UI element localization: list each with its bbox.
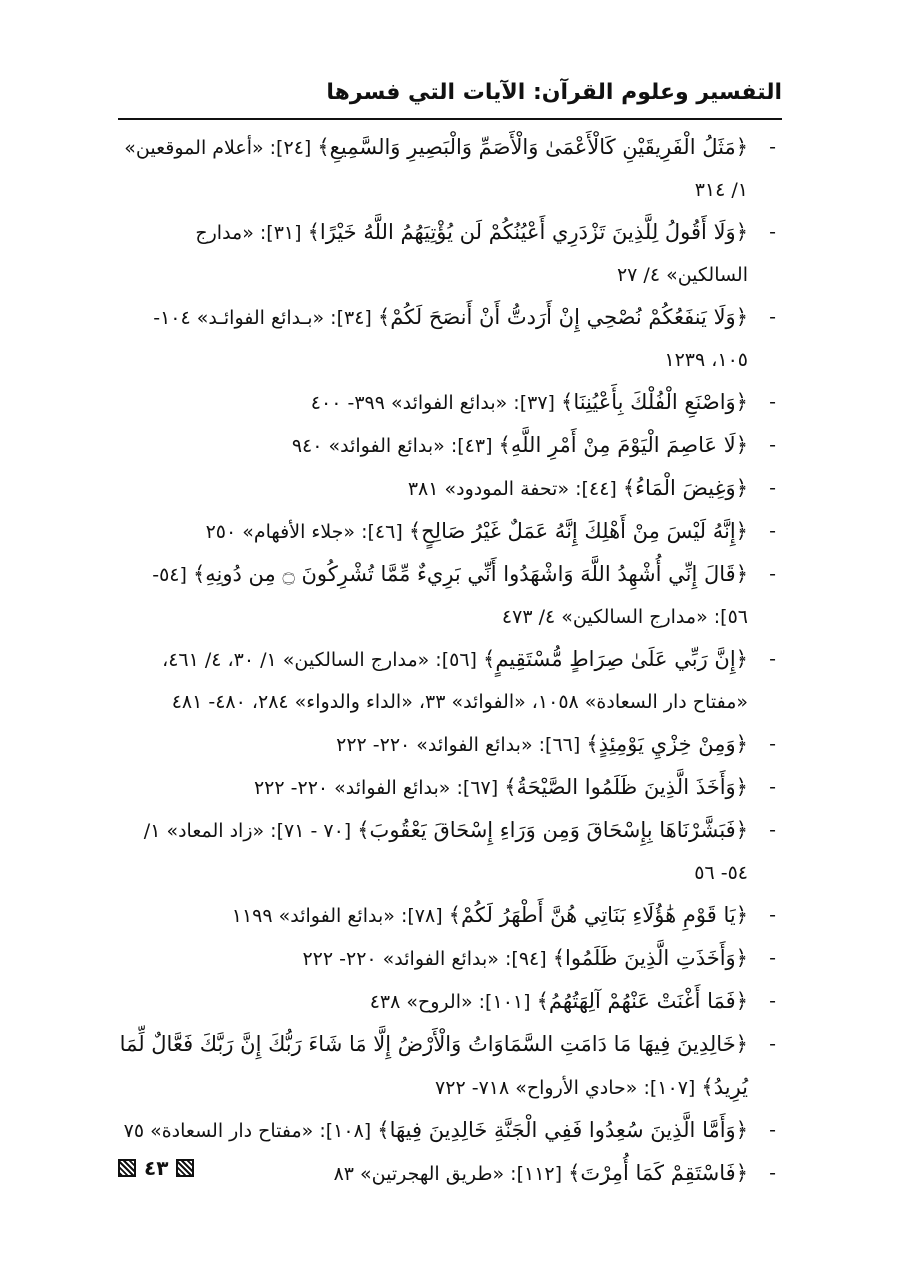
verse-text: ﴿وَغِيضَ الْمَاءُ﴾ (622, 476, 748, 500)
index-entry (118, 1023, 782, 1109)
source-reference: «أعلام الموقعين» ١/ ٣١٤ (124, 137, 748, 201)
verse-number: [١٠١]: (478, 991, 531, 1013)
verse-number: [٤٦]: (361, 521, 403, 543)
verse-text: ﴿لَا عَاصِمَ الْيَوْمَ مِنْ أَمْرِ اللَّهِ﴾ (498, 433, 748, 457)
verse-number: [٤٣]: (450, 435, 493, 457)
list-dash: - (769, 776, 776, 798)
index-entry (118, 894, 782, 937)
list-dash: - (769, 520, 776, 542)
verse-text: ﴿وَأَخَذَتِ الَّذِينَ ظَلَمُوا﴾ (552, 946, 748, 970)
index-entry (118, 296, 782, 381)
index-entry (118, 1152, 782, 1195)
verse-text: ﴿فَمَا أَغْنَتْ عَنْهُمْ آلِهَتُهُمُ﴾ (536, 989, 748, 1013)
ornament-left-icon (118, 1159, 136, 1177)
list-dash: - (769, 904, 776, 926)
source-reference: «مدارج السالكين» ١/ ٣٠، ٤/ ٤٦١، «مفتاح دار السعادة» ١٠٥٨، «الفوائد» ٣٣، «الداء والدواء» ٢٨٤، ٤٨٠- ٤٨١ (162, 649, 748, 713)
source-reference: «مدارج السالكين» ٤/ ٢٧ (195, 222, 748, 286)
index-entry (118, 510, 782, 553)
list-dash: - (769, 477, 776, 499)
source-reference: «بدائع الفوائد» ١١٩٩ (231, 905, 395, 927)
verse-text: ﴿خَالِدِينَ فِيهَا مَا دَامَتِ السَّمَاوَاتُ وَالْأَرْضُ إِلَّا مَا شَاءَ رَبُّكَ إِنَّ رَبَّكَ فَعَّالٌ لِّمَا يُرِيدُ﴾ (119, 1032, 748, 1099)
list-dash: - (769, 306, 776, 328)
list-dash: - (769, 733, 776, 755)
source-reference: «الروح» ٤٣٨ (369, 991, 473, 1013)
verse-text: ﴿فَبَشَّرْنَاهَا بِإِسْحَاقَ وَمِن وَرَاءِ إِسْحَاقَ يَعْقُوبَ﴾ (357, 818, 748, 842)
verse-number: [٣٧]: (513, 392, 555, 414)
list-dash: - (769, 648, 776, 670)
list-dash: - (769, 819, 776, 841)
verse-number: [٥٦]: (435, 649, 477, 671)
header-rule (118, 118, 782, 120)
page-number: ٤٣ (144, 1156, 169, 1180)
index-entry (118, 553, 782, 638)
verse-text: ﴿وَأَخَذَ الَّذِينَ ظَلَمُوا الصَّيْحَةُ﴾ (504, 775, 748, 799)
source-reference: «بدائع الفوائد» ٢٢٠- ٢٢٢ (253, 777, 451, 799)
verse-text: ﴿إِنَّ رَبِّي عَلَىٰ صِرَاطٍ مُّسْتَقِيمٍ﴾ (483, 647, 748, 671)
verse-number: [٦٧]: (456, 777, 499, 799)
verse-text: ﴿وَأَمَّا الَّذِينَ سُعِدُوا فَفِي الْجَنَّةِ خَالِدِينَ فِيهَا﴾ (377, 1118, 748, 1142)
index-entry (118, 766, 782, 809)
source-reference: «بدائع الفوائد» ٢٢٠- ٢٢٢ (336, 734, 533, 756)
list-dash: - (769, 990, 776, 1012)
page-footer (118, 1156, 194, 1180)
source-reference: «بدائع الفوائد» ٩٤٠ (291, 435, 445, 457)
verse-number: [٩٤]: (504, 948, 547, 970)
source-reference: «بدائع الفوائد» ٢٢٠- ٢٢٢ (302, 948, 499, 970)
verse-text: ﴿إِنَّهُ لَيْسَ مِنْ أَهْلِكَ إِنَّهُ عَمَلٌ غَيْرُ صَالِحٍ﴾ (408, 519, 748, 543)
list-dash: - (769, 434, 776, 456)
index-entry (118, 980, 782, 1023)
verse-text: ﴿وَلَا أَقُولُ لِلَّذِينَ تَزْدَرِي أَعْيُنُكُمْ لَن يُؤْتِيَهُمُ اللَّهُ خَيْرًا﴾ (307, 220, 748, 244)
ornament-right-icon (176, 1159, 194, 1177)
list-dash: - (769, 391, 776, 413)
verse-number: [١١٢]: (510, 1163, 563, 1185)
verse-number: [٤٤]: (575, 478, 617, 500)
source-reference: «مفتاح دار السعادة» ٧٥ (123, 1120, 314, 1142)
verse-text: ﴿مَثَلُ الْفَرِيقَيْنِ كَالْأَعْمَىٰ وَالْأَصَمِّ وَالْبَصِيرِ وَالسَّمِيعِ﴾ (317, 135, 748, 159)
verse-number: [١٠٧]: (643, 1077, 696, 1099)
verse-number: [٦٦]: (538, 734, 581, 756)
index-entry (118, 126, 782, 211)
source-reference: «بدائع الفوائد» ٣٩٩- ٤٠٠ (310, 392, 508, 414)
index-entry (118, 424, 782, 467)
verse-number: [٧٠ - ٧١]: (270, 820, 352, 842)
list-dash: - (769, 1033, 776, 1055)
verse-text: ﴿وَمِنْ خِزْيِ يَوْمِئِذٍ﴾ (586, 732, 748, 756)
index-entry (118, 937, 782, 980)
verse-number: [٢٤]: (269, 137, 312, 159)
index-entry (118, 723, 782, 766)
verse-number: [٣١]: (259, 222, 302, 244)
verse-text: ﴿قَالَ إِنِّي أُشْهِدُ اللَّهَ وَاشْهَدُوا أَنِّي بَرِيءٌ مِّمَّا تُشْرِكُونَ ۝ مِن دُونِهِ﴾ (192, 562, 748, 586)
verse-text: ﴿يَا قَوْمِ هَٰؤُلَاءِ بَنَاتِي هُنَّ أَطْهَرُ لَكُمْ﴾ (448, 903, 748, 927)
index-entry (118, 381, 782, 424)
index-entry (118, 638, 782, 723)
verse-number: [١٠٨]: (319, 1120, 372, 1142)
list-dash: - (769, 1162, 776, 1184)
verse-number: [٥٤- ٥٦]: (152, 564, 748, 628)
source-reference: «تحفة المودود» ٣٨١ (407, 478, 570, 500)
list-dash: - (769, 1119, 776, 1141)
list-dash: - (769, 221, 776, 243)
list-dash: - (769, 563, 776, 585)
verse-text: ﴿وَلَا يَنفَعُكُمْ نُصْحِي إِنْ أَرَدتُّ أَنْ أَنصَحَ لَكُمْ﴾ (377, 305, 748, 329)
source-reference: «مدارج السالكين» ٤/ ٤٧٣ (501, 606, 708, 628)
index-entry (118, 467, 782, 510)
source-reference: «جلاء الأفهام» ٢٥٠ (205, 521, 356, 543)
index-entry (118, 809, 782, 894)
list-dash: - (769, 947, 776, 969)
source-reference: «طريق الهجرتين» ٨٣ (333, 1163, 505, 1185)
index-entry (118, 1109, 782, 1152)
verse-text: ﴿وَاصْنَعِ الْفُلْكَ بِأَعْيُنِنَا﴾ (561, 390, 748, 414)
verse-number: [٧٨]: (400, 905, 443, 927)
source-reference: «بـدائع الفوائـد» ١٠٤- ١٠٥، ١٢٣٩ (153, 307, 748, 371)
source-reference: «حادي الأرواح» ٧١٨- ٧٢٢ (435, 1077, 638, 1099)
source-reference: «زاد المعاد» ١/ ٥٤- ٥٦ (143, 820, 748, 884)
list-dash: - (769, 136, 776, 158)
running-header: التفسير وعلوم القرآن: الآيات التي فسرها (326, 80, 782, 105)
verse-number: [٣٤]: (330, 307, 372, 329)
verse-text: ﴿فَاسْتَقِمْ كَمَا أُمِرْتَ﴾ (568, 1161, 748, 1185)
verse-index-list (118, 126, 782, 1195)
index-entry (118, 211, 782, 296)
